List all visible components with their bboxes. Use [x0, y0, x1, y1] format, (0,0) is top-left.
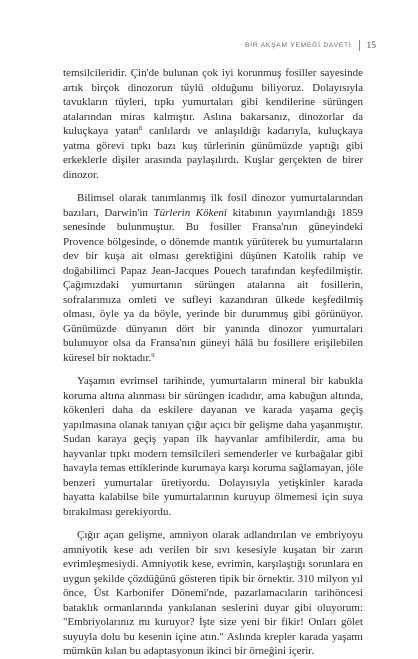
paragraph: Çığır açan gelişme, amniyon olarak adlandırılan ve embriyoyu amniyotik kese adı verilen bir sıvı kesesiyle kuşatan bir zarın evrimleşmesiydi. Amniyotik kese, evrimin, karşılaştığı sorunlara en uygun şekilde çözdüğünü gösteren tipik bir örnektir. 310 milyon yıl önce, Üst Karbonifer Dönemi'nde, pazarlamacıların tarihöncesi bataklık ormanlarında yankılanan seslerini duyar gibi oluyorum: "Embriyolarınız mı kuruyor? İşte size yeni bir fikir! Onları gölet suyuyla dolu bu kesenin içine atın." Aslında krepler karada yaşamı mümkün kılan bu adaptasyonun ikinci bir örneğini içerir. — [63, 529, 363, 657]
book-title: Türlerin Kökeni — [153, 206, 227, 219]
paragraph: Yaşamın evrimsel tarihinde, yumurtaların mineral bir kabukla koruma altına alınması bir sürüngen icadıdır, ama kabuğun altında, kökenleri daha da eskilere dayanan ve karada yaşama geçiş yapılmasına olanak tanıyan çığır açıcı bir gelişme daha yaşanmıştır. Sudan karaya geçiş yapan ilk hayvanlar amfibilerdir, ama bu hayvanlar tıpkı modern temsilcileri semenderler ve kurbağalar gibi havayla temas ettiklerinde kurumaya karşı koruma sağlamayan, jöle benzeri yumurtalar üretiyordu. Dolayısıyla yetişkinler karada hayatta kalabilse bile yumurtalarının kuruyup ölmemesi için suya bırakılması gerekiyordu. — [63, 375, 363, 518]
paragraph: temsilcileridir. Çin'de bulunan çok iyi korunmuş fosiller sayesinde artık birçok dinozorun tüylü olduğunu biliyoruz. Dolayısıyla tavukların tüyleri, tıpkı yumurtaları gibi kendilerine sürüngen atalarından miras kalmıştır. Aslına bakarsanız, dinozorlar da kuluçkaya yatan$^8$ canlılardı ve anlaşıldığı kadarıyla, kuluçkaya yatma görevi tıpkı bazı kuş türlerinin günümüzde yaptığı gibi erkeklerle dişiler arasında paylaşılırdı. Kuşlar gerçekten de birer dinozor. — [63, 67, 363, 181]
paragraph: Bilimsel olarak tanımlanmış ilk fosil dinozor yumurtalarından bazıları, Darwin'in Türlerin Kökeni kitabının yayımlandığı 1859 senesinde bulunmuştur. Bu fosiller Fransa'nın güneyindeki Provence bölgesinde, o dönemde mantık yürüterek bu yumurtaların dev bir kuşa ait olması gerektiğini düşünen Katolik rahip ve doğabilimci Papaz Jean-Jacques Pouech tarafından keşfedilmiştir. Çağımızdaki yumurtanın sürüngen atalarına ait fosillerin, sofralarımıza omleti ve sufleyi kazandıran ülkede keşfedilmiş olması, öyle ya da böyle, yerinde bir durummuş gibi görünüyor. Günümüzde dünyanın dört bir yanında dinozor yumurtaları bulunuyor olsa da Fransa'nın güneyi hâlâ bu fosillere erişilebilen küresel bir noktadır.$^9$ — [63, 192, 364, 364]
page-number: 15 — [366, 40, 376, 51]
footnote-marker: 9 — [151, 351, 155, 359]
body-text — [63, 66, 363, 659]
header-divider — [359, 40, 360, 51]
footnote-marker: 8 — [138, 125, 143, 132]
running-title: BİR AKŞAM YEMEĞİ DAVETİ — [245, 42, 352, 49]
running-header — [245, 40, 376, 51]
